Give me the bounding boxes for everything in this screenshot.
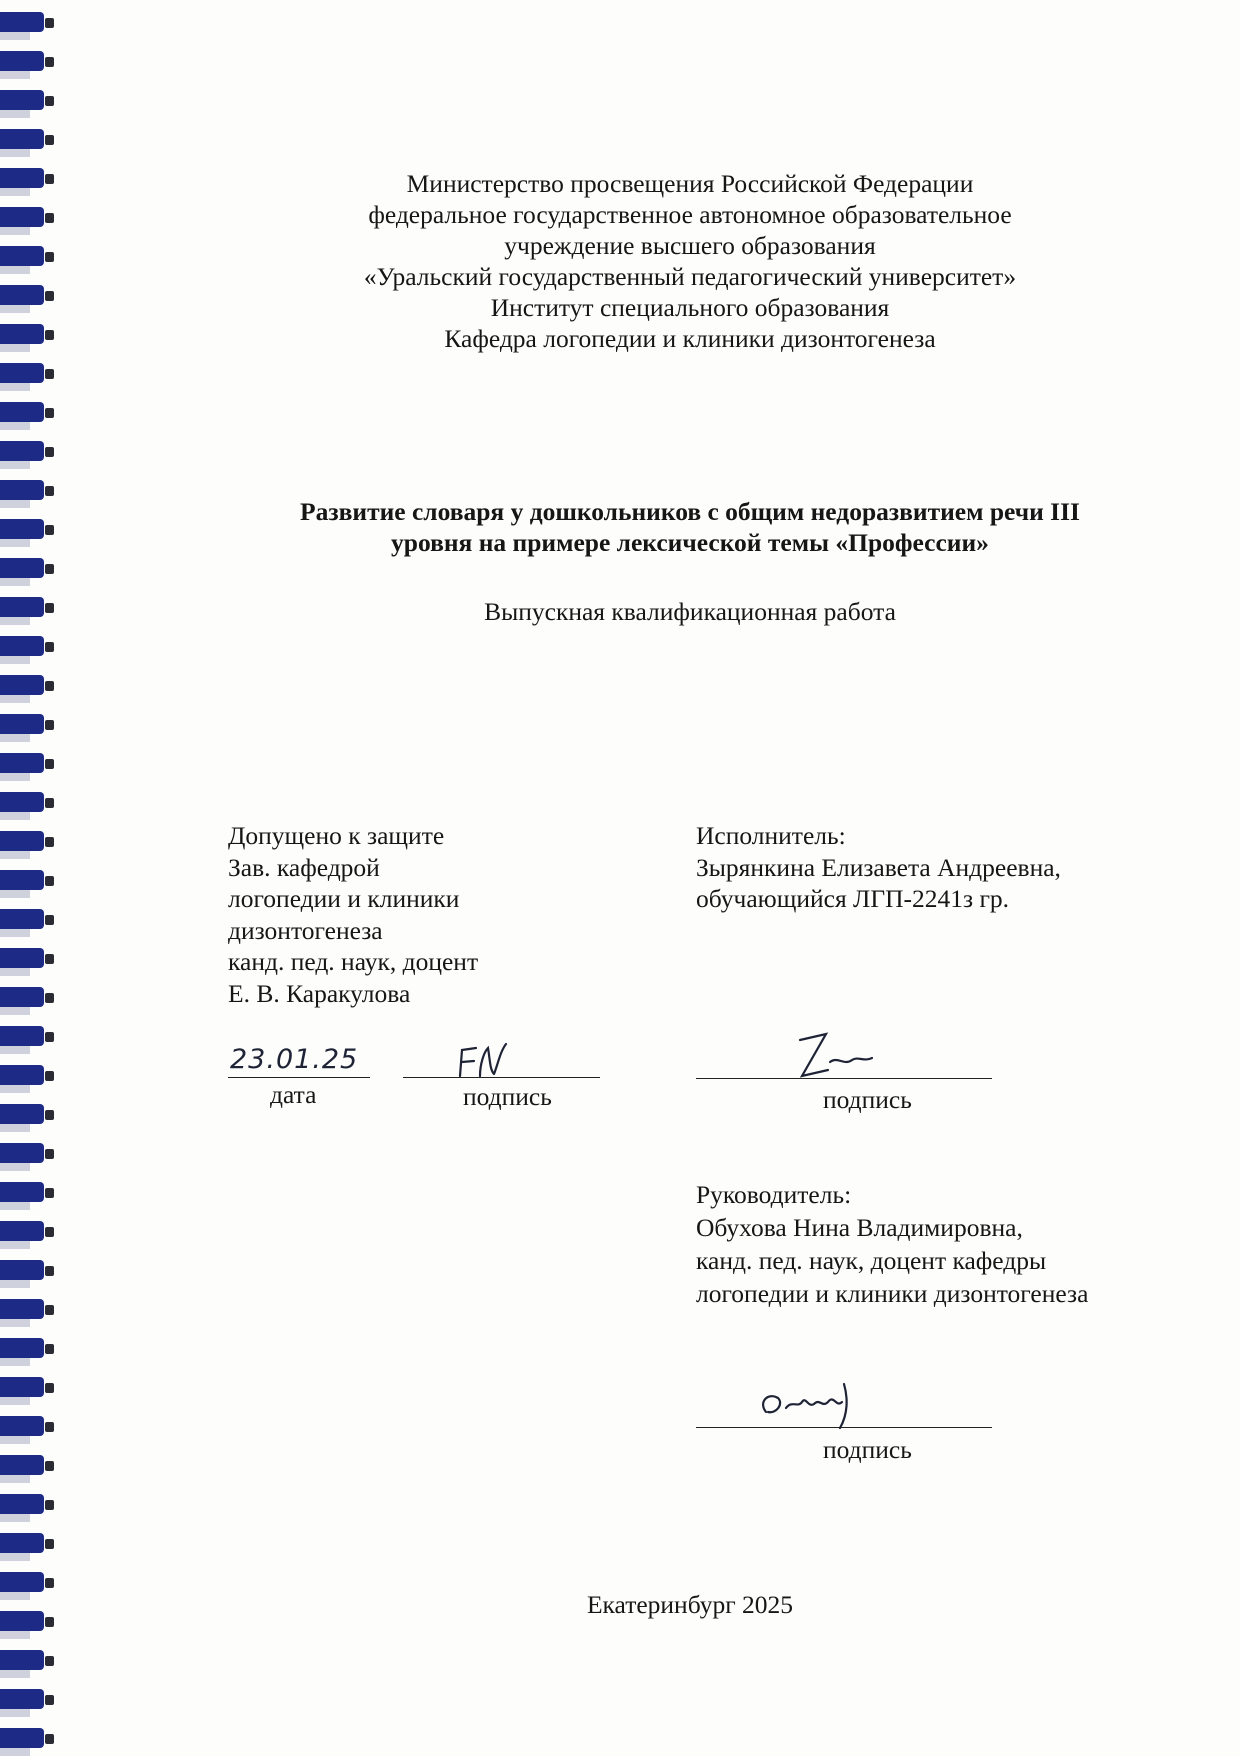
binding-coil [0,1650,44,1670]
binding-coil [0,1026,44,1046]
supervisor-signature-caption: подпись [823,1435,912,1464]
binding-coil [0,1299,44,1319]
binding-coil [0,90,44,110]
city-and-year: Екатеринбург 2025 [586,1590,794,1619]
binding-coil [0,402,44,422]
binding-coil [0,441,44,461]
ministry-line: Министерство просвещения Российской Федерации [406,169,974,198]
head-of-department-name: Е. В. Каракулова [228,978,411,1008]
institution-header [0,168,1240,354]
thesis-title-line-2: уровня на примере лексической темы «Профессии» [391,528,989,557]
supervisor-signature-line [696,1427,992,1428]
approval-signature-caption: подпись [463,1082,552,1111]
binding-coil [0,1533,44,1553]
binding-coil [0,870,44,890]
supervisor-position: канд. пед. наук, доцент кафедры [696,1246,1047,1275]
thesis-title-line-1: Развитие словаря у дошкольников с общим недоразвитием речи III [300,497,1080,526]
binding-coil [0,909,44,929]
binding-coil [0,12,44,32]
approval-line: логопедии и клиники [228,884,460,913]
executor-signature-caption: подпись [823,1085,912,1114]
supervisor-name: Обухова Нина Владимировна, [696,1213,1023,1242]
binding-coil [0,948,44,968]
approval-signature-mark [450,1040,510,1086]
executor-signature-line [696,1078,992,1079]
binding-coil [0,1728,44,1748]
department-name: Кафедра логопедии и клиники дизонтогенеза [444,324,936,353]
binding-coil [0,558,44,578]
binding-coil [0,753,44,773]
binding-coil [0,1338,44,1358]
binding-coil [0,987,44,1007]
executor-name: Зырянкина Елизавета Андреевна, [696,852,1061,882]
executor-signature-mark [780,1026,880,1090]
supervisor-department: логопедии и клиники дизонтогенеза [696,1279,1089,1308]
institute-name: Институт специального образования [490,293,890,322]
date-caption: дата [270,1080,317,1109]
executor-block [696,820,1061,915]
binding-coil [0,129,44,149]
binding-coil [0,714,44,734]
binding-coil [0,1377,44,1397]
executor-group: обучающийся ЛГП-2241з гр. [696,884,1010,913]
binding-coil [0,1260,44,1280]
binding-coil [0,1065,44,1085]
university-name: «Уральский государственный педагогический университет» [363,262,1017,291]
binding-coil [0,792,44,812]
supervisor-label: Руководитель: [696,1180,852,1209]
executor-label: Исполнитель: [696,821,846,850]
institution-type-line-2: учреждение высшего образования [504,231,876,260]
binding-coil [0,1104,44,1124]
date-line [228,1077,370,1078]
binding-coil [0,1572,44,1592]
approval-line: дизонтогенеза [228,915,383,945]
binding-coil [0,51,44,71]
binding-coil [0,1182,44,1202]
binding-coil [0,831,44,851]
thesis-title [0,496,1240,558]
binding-coil [0,1416,44,1436]
work-type: Выпускная квалификационная работа [484,597,896,626]
supervisor-block [696,1178,1088,1310]
handwritten-date: 23.01.25 [230,1044,359,1075]
approval-line: Зав. кафедрой [228,852,380,882]
binding-coil [0,1689,44,1709]
binding-coil [0,675,44,695]
binding-coil [0,1143,44,1163]
binding-coil [0,363,44,383]
approval-block [228,820,478,1009]
institution-type-line: федеральное государственное автономное образовательное [368,200,1012,229]
approval-line: канд. пед. наук, доцент [228,947,479,976]
approval-line: Допущено к защите [228,821,445,850]
binding-coil [0,1455,44,1475]
binding-coil [0,636,44,656]
binding-coil [0,1221,44,1241]
binding-coil [0,1494,44,1514]
supervisor-signature-mark [752,1378,892,1434]
